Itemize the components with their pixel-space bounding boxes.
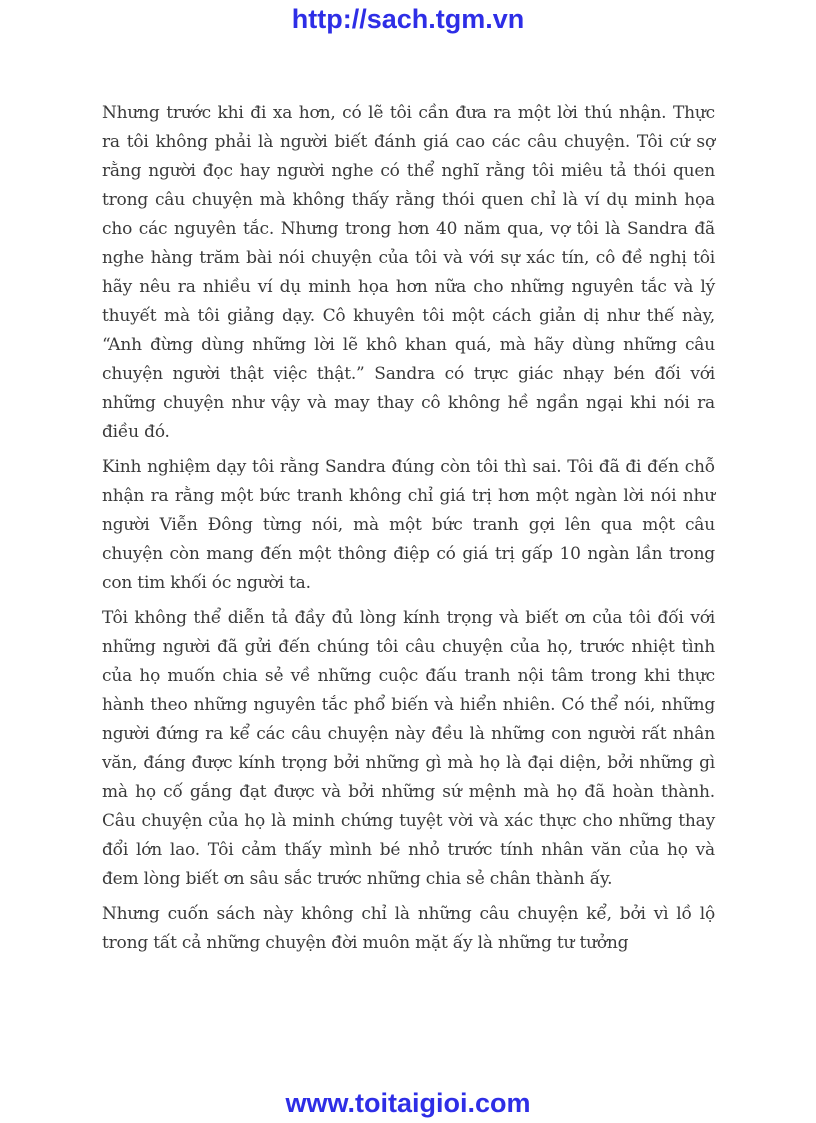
footer-url-link[interactable]: www.toitaigioi.com bbox=[285, 1088, 531, 1118]
body-paragraph-3: Tôi không thể diễn tả đầy đủ lòng kính trọng và biết ơn của tôi đối với những người đã gửi đến chúng tôi câu chuyện của họ, trước nhiệt tình của họ muốn chia sẻ về những cuộc đấu tranh nội tâm trong khi thực hành theo những nguyên tắc phổ biến và hiển nhiên. Có thể nói, những người đứng ra kể các câu chuyện này đều là những con người rất nhân văn, đáng được kính trọng bởi những gì mà họ là đại diện, bởi những gì mà họ cố gắng đạt được và bởi những sứ mệnh mà họ đã hoàn thành. Câu chuyện của họ là minh chứng tuyệt vời và xác thực cho những thay đổi lớn lao. Tôi cảm thấy mình bé nhỏ trước tính nhân văn của họ và đem lòng biết ơn sâu sắc trước những chia sẻ chân thành ấy. bbox=[102, 608, 715, 889]
header-url-link[interactable]: http://sach.tgm.vn bbox=[291, 4, 525, 34]
page-body bbox=[102, 99, 715, 964]
body-paragraph-1: Nhưng trước khi đi xa hơn, có lẽ tôi cần đưa ra một lời thú nhận. Thực ra tôi không phải là người biết đánh giá cao các câu chuyện. Tôi cứ sợ rằng người đọc hay người nghe có thể nghĩ rằng tôi miêu tả thói quen trong câu chuyện mà không thấy rằng thói quen chỉ là ví dụ minh họa cho các nguyên tắc. Nhưng trong hơn 40 năm qua, vợ tôi là Sandra đã nghe hàng trăm bài nói chuyện của tôi và với sự xác tín, cô đề nghị tôi hãy nêu ra nhiều ví dụ minh họa hơn nữa cho những nguyên tắc và lý thuyết mà tôi giảng dạy. Cô khuyên tôi một cách giản dị như thế này, “Anh đừng dùng những lời lẽ khô khan quá, mà hãy dùng những câu chuyện người thật việc thật.” Sandra có trực giác nhạy bén đối với những chuyện như vậy và may thay cô không hề ngần ngại khi nói ra điều đó. bbox=[102, 103, 715, 442]
body-paragraph-2: Kinh nghiệm dạy tôi rằng Sandra đúng còn tôi thì sai. Tôi đã đi đến chỗ nhận ra rằng một bức tranh không chỉ giá trị hơn một ngàn lời nói như người Viễn Đông từng nói, mà một bức tranh gợi lên qua một câu chuyện còn mang đến một thông điệp có giá trị gấp 10 ngàn lần trong con tim khối óc người ta. bbox=[102, 457, 715, 593]
body-paragraph-4: Nhưng cuốn sách này không chỉ là những câu chuyện kể, bởi vì lồ lộ trong tất cả những chuyện đời muôn mặt ấy là những tư tưởng bbox=[102, 904, 715, 953]
